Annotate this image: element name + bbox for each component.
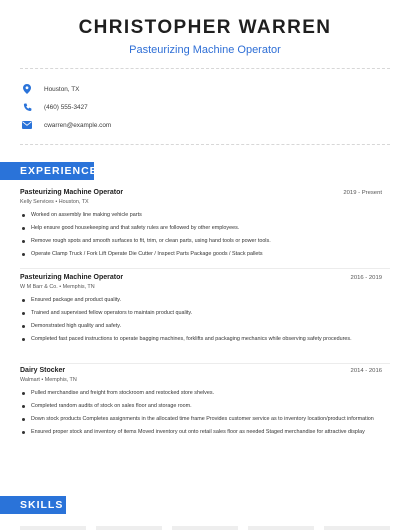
job-bullet: Ensured package and product quality. (20, 296, 382, 304)
candidate-name: CHRISTOPHER WARREN (78, 17, 332, 38)
location-pin-icon (20, 82, 34, 96)
job-bullet: Worked on assembly line making vehicle parts (20, 211, 382, 219)
contact-phone-text: (460) 555-3427 (44, 103, 88, 111)
job-bullet: Completed fast paced instructions to operate bagging machines, forklifts and packaging mechanics while observing safety procedures. (20, 335, 382, 343)
company-location: Houston, TX (58, 199, 89, 205)
job-bullet: Ensured proper stock and inventory of items Moved inventory out onto retail sales floor as needed Staged merchandise for attractive display (20, 428, 382, 436)
skill-item (96, 526, 162, 530)
job-title: Pasteurizing Machine Operator (20, 189, 124, 196)
email-icon (20, 118, 34, 132)
skills-list (20, 526, 390, 530)
skills-section-header: SKILLS (0, 496, 66, 514)
job-divider (20, 363, 390, 364)
company-location: Memphis, TN (62, 284, 95, 290)
job-bullet: Help ensure good housekeeping and that safety rules are followed by other employees. (20, 224, 382, 232)
job-entry (20, 367, 382, 441)
company-name: Kelly Services (20, 199, 54, 205)
contact-location-text: Houston, TX (44, 85, 80, 93)
job-company: W M Barr & Co. • Memphis, TN (20, 284, 95, 290)
header-divider (20, 68, 390, 69)
job-company: Kelly Services • Houston, TX (20, 199, 89, 205)
phone-icon (20, 100, 34, 114)
job-bullet: Remove rough spots and smooth surfaces to fit, trim, or clean parts, using hand tools or power tools. (20, 237, 382, 245)
job-bullet: Demonstrated high quality and safety. (20, 322, 382, 330)
company-name: W M Barr & Co. (20, 284, 58, 290)
job-dates: 2019 - Present (343, 190, 382, 196)
job-title: Pasteurizing Machine Operator (20, 274, 124, 281)
skill-item (20, 526, 86, 530)
contact-email[interactable] (20, 116, 390, 134)
company-name: Walmart (20, 377, 40, 383)
job-bullet: Down stock products Completes assignments in the allocated time frame Provides customer service as to inventory location/product information (20, 415, 382, 423)
job-company: Walmart • Memphis, TN (20, 377, 77, 383)
job-divider (20, 268, 390, 269)
skill-item (248, 526, 314, 530)
job-entry (20, 274, 382, 348)
job-title: Dairy Stocker (20, 367, 66, 374)
job-dates: 2016 - 2019 (350, 275, 382, 281)
job-dates: 2014 - 2016 (350, 368, 382, 374)
contact-phone[interactable] (20, 98, 390, 116)
job-entry (20, 189, 382, 263)
job-bullet: Pulled merchandise and freight from stockroom and restocked store shelves. (20, 389, 382, 397)
resume-header (0, 0, 410, 56)
contact-email-text: cwarren@example.com (44, 121, 112, 129)
job-bullet: Completed random audits of stock on sales floor and storage room. (20, 402, 382, 410)
company-location: Memphis, TN (44, 377, 77, 383)
job-bullet: Operate Clamp Truck / Fork Lift Operate Die Cutter / Inspect Parts Package goods / Stack pallets (20, 250, 382, 258)
skill-item (172, 526, 238, 530)
contact-list (20, 80, 390, 134)
contact-divider (20, 144, 390, 145)
contact-location (20, 80, 390, 98)
job-bullet: Trained and supervised fellow operators to maintain product quality. (20, 309, 382, 317)
candidate-title: Pasteurizing Machine Operator (129, 44, 281, 56)
skill-item (324, 526, 390, 530)
experience-section-header: EXPERIENCE (0, 162, 94, 180)
